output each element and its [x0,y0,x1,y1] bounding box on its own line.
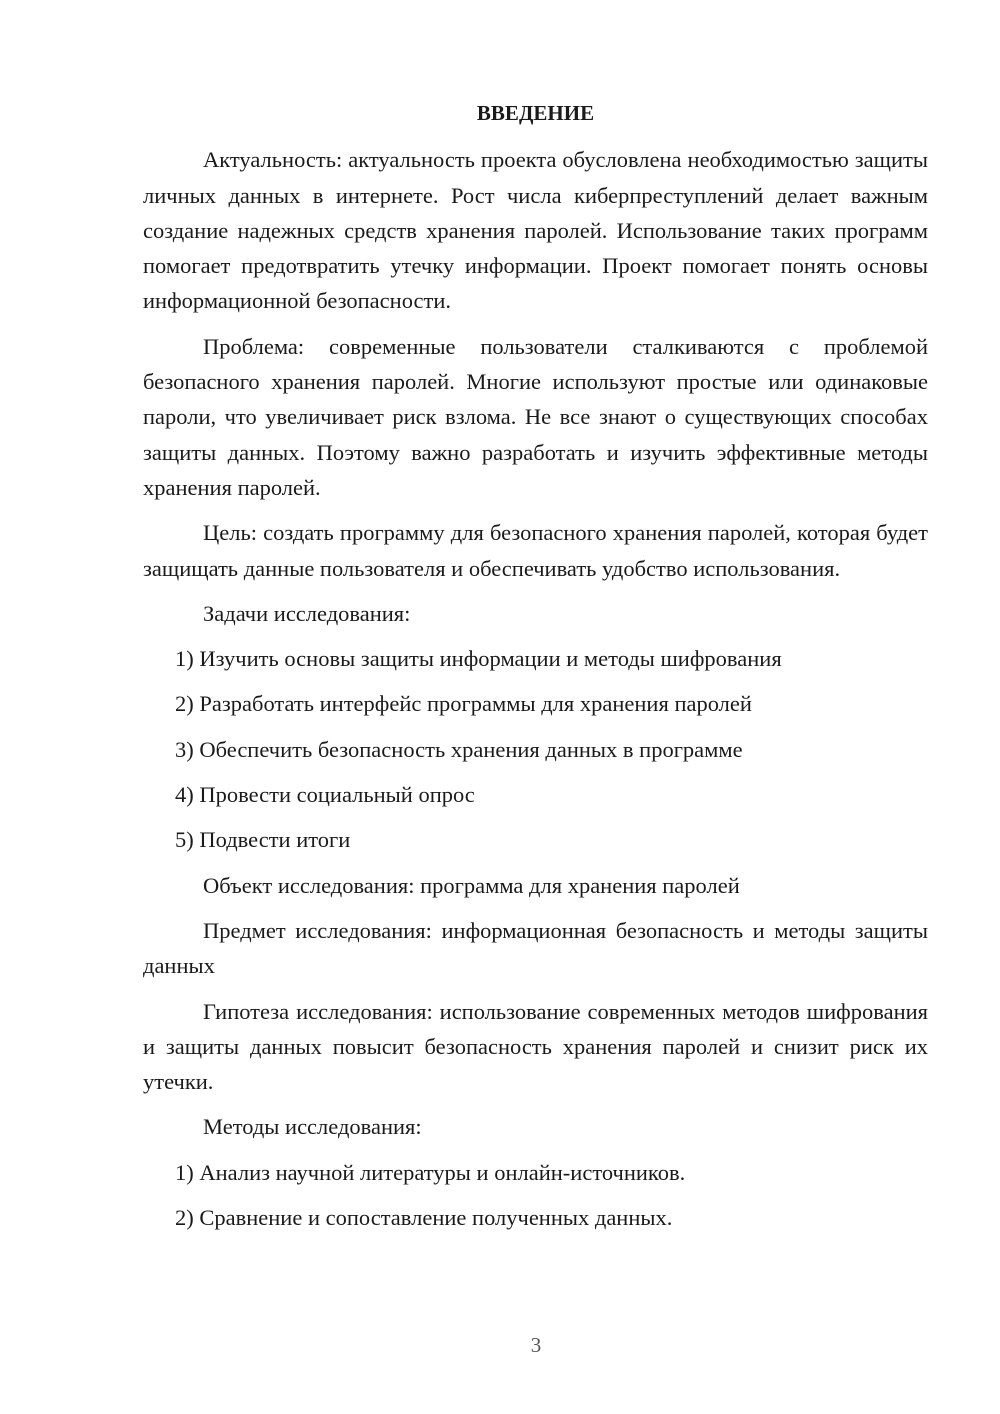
task-item: 1) Изучить основы защиты информации и методы шифрования [175,646,782,672]
task-item: 2) Разработать интерфейс программы для хранения паролей [175,691,752,717]
tasks-label: Задачи исследования: [203,600,411,626]
task-item: 4) Провести социальный опрос [175,782,475,808]
methods-list [143,1155,928,1236]
method-item: 2) Сравнение и сопоставление полученных данных. [175,1205,673,1231]
paragraph-hypothesis: Гипотеза исследования: использование современных методов шифрования и защиты данных повысит безопасность хранения паролей и снизит риск их утечки. [143,998,928,1095]
methods-label: Методы исследования: [203,1114,422,1140]
method-item: 1) Анализ научной литературы и онлайн-источников. [175,1159,686,1185]
task-item: 3) Обеспечить безопасность хранения данных в программе [175,736,743,762]
paragraph-object: Объект исследования: программа для хранения паролей [203,872,740,898]
section-heading: ВВЕДЕНИЕ [476,101,595,125]
tasks-list [143,641,928,857]
paragraph-problem: Проблема: современные пользователи сталкиваются с проблемой безопасного хранения паролей. Многие используют простые или одинаковые пароли, что увеличивает риск взлома. Не все знают о существующих способах защиты данных. Поэтому важно разработать и изучить эффективные методы хранения паролей. [143,333,928,500]
paragraph-goal: Цель: создать программу для безопасного хранения паролей, которая будет защищать данные пользователя и обеспечивать удобство использования. [143,520,928,581]
task-item: 5) Подвести итоги [175,827,351,853]
paragraph-relevance: Актуальность: актуальность проекта обусловлена необходимостью защиты личных данных в интернете. Рост числа киберпреступлений делает важным создание надежных средств хранения паролей. Использование таких программ помогает предотвратить утечку информации. Проект помогает понять основы информационной безопасности. [143,147,928,314]
page-number: 3 [530,1333,542,1357]
paragraph-subject: Предмет исследования: информационная безопасность и методы защиты данных [143,917,928,979]
page-content [143,96,928,1245]
